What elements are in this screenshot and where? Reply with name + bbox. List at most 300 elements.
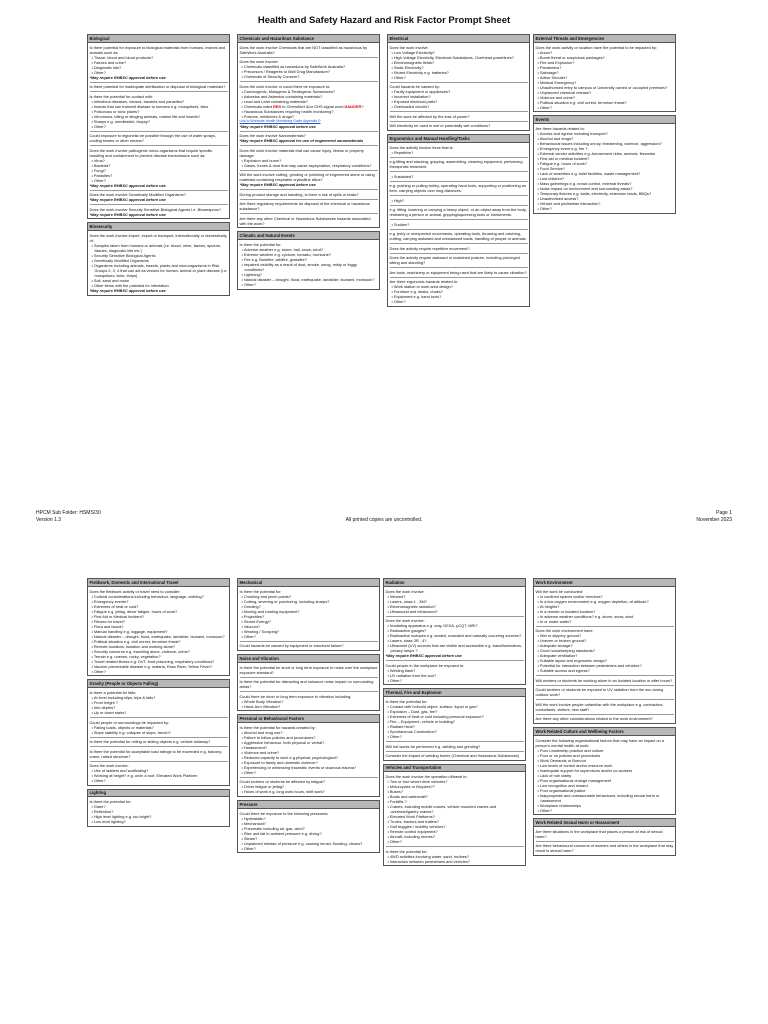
list-item: • Incorrect installation? bbox=[390, 94, 528, 99]
list-item: • Hours of work e.g. long work hours, shift work? bbox=[240, 789, 378, 794]
prompt-block bbox=[390, 145, 528, 155]
section-header: Fieldwork, Domestic and International Travel bbox=[88, 579, 229, 587]
section-ergonomics-and-manual-handling-tasks bbox=[387, 134, 530, 307]
list-item: • Venomous, biting or stinging animals, marine life and insects? bbox=[90, 114, 228, 119]
list-item: • Falling loads, objects or materials? bbox=[90, 725, 228, 730]
list-item: • Other? bbox=[390, 299, 528, 304]
list-item: • Temporary fixtures e.g. stalls, electricity, extension leads, BBQs? bbox=[536, 191, 674, 196]
list-item: • Ultrasound and infrasound? bbox=[386, 609, 524, 614]
prompt-block bbox=[386, 589, 524, 614]
list-item: • Travel related illness e.g. DVT, food poisoning, respiratory conditions? bbox=[90, 659, 228, 664]
column-2 bbox=[237, 34, 380, 293]
list-item: • Reduced capacity to work e.g.physical, psychological? bbox=[240, 755, 378, 760]
prompt-question: Does the work involve: bbox=[385, 588, 425, 594]
prompt-question: During product storage and handling, is there a risk of spills or leaks? bbox=[239, 191, 359, 197]
prompt-block bbox=[90, 190, 228, 203]
list-item: • Inappropriate and unreasonable behaviours, including sexual harm or harassment bbox=[536, 793, 674, 803]
list-item: • Stored Energy? bbox=[240, 619, 378, 624]
section-electrical bbox=[387, 34, 530, 131]
prompt-question: Is there the potential for: bbox=[385, 699, 428, 705]
danger-highlight: DANGER bbox=[344, 103, 362, 109]
section-vehicles-and-transportation bbox=[383, 764, 526, 867]
list-item: • Stored Electricity e.g. batteries? bbox=[390, 70, 528, 75]
prompt-question: Does the work involve materials that can cause injury, illness or property damage: bbox=[239, 147, 364, 158]
list-item: • Sustained? bbox=[390, 174, 528, 179]
prompt-block bbox=[240, 242, 378, 287]
list-item: • In a remote or isolated location? bbox=[536, 609, 674, 614]
prompt-block bbox=[240, 691, 378, 709]
prompt-question: e.g. lifting, lowering or carrying a heavy object, or an object away from the body, restraining a person or animal, gripping/squeezing tools or instruments. bbox=[389, 207, 527, 218]
list-item: • Pandemics? bbox=[536, 65, 674, 70]
footer-page-date bbox=[696, 510, 732, 523]
prompt-question: Could people in the workplace be exposed to: bbox=[385, 662, 465, 668]
section-biological bbox=[87, 34, 230, 219]
list-item: • Explosion – Dust, gas, fire? bbox=[386, 709, 524, 714]
prompt-block bbox=[90, 82, 228, 90]
prompt-question: Does the work involve: bbox=[389, 44, 429, 50]
footer-date: November 2023 bbox=[696, 516, 732, 523]
list-item: • Motorcycles or Bicycles?? bbox=[386, 784, 524, 789]
list-item: • Access and egress including transport? bbox=[536, 131, 674, 136]
prompt-block bbox=[390, 171, 528, 179]
section-work-environment bbox=[533, 578, 676, 724]
prompt-block bbox=[536, 699, 674, 712]
list-item: • Political situation e.g. civil unrest, terrorism threat? bbox=[536, 100, 674, 105]
approval-note: *May require RHBSC approval before use bbox=[89, 182, 166, 188]
prompt-question: Will the work involve cutting, grinding or polishing of engineered stone or using materials containing respirable crystalline silica? bbox=[239, 172, 375, 183]
list-item: • 4WD activities involving water, sand, inclines? bbox=[386, 854, 524, 859]
list-item: • Chemicals of Security Concern? bbox=[240, 74, 378, 79]
list-item: • Diagnostic kits? bbox=[90, 65, 228, 70]
list-item: • Remote control equipment? bbox=[386, 829, 524, 834]
prompt-block bbox=[536, 126, 674, 211]
approval-note: *May require RHBSC approval before use bbox=[89, 74, 166, 80]
prompt-block bbox=[390, 205, 528, 218]
prompt-block bbox=[90, 746, 228, 759]
list-item: • Experiencing or witnessing traumatic events or vicarious trauma? bbox=[240, 765, 378, 770]
column-4 bbox=[533, 578, 676, 859]
section-lighting bbox=[87, 789, 230, 827]
section-thermal-fire-and-explosion bbox=[383, 688, 526, 760]
list-item: • Lasers, class 3R - 4? bbox=[386, 638, 524, 643]
prompt-question: Will the work be conducted: bbox=[535, 588, 584, 594]
list-item: • Gases, fumes & dust that may cause asphyxiation, respiratory conditions? bbox=[240, 163, 378, 168]
prompt-question: Does the work involve: bbox=[239, 59, 279, 65]
list-item: • Security concerns e.g. travelling alone, violence, crime? bbox=[90, 649, 228, 654]
prompt-block bbox=[90, 204, 228, 217]
section-mechanical bbox=[237, 578, 380, 651]
list-item: • Lasers, class 1 - 3M? bbox=[386, 599, 524, 604]
column-1 bbox=[87, 34, 230, 299]
list-item: • Extreme weather e.g. cyclone, tornado, hurricane? bbox=[240, 252, 378, 257]
prompt-question: Is there the potential for: bbox=[239, 242, 282, 248]
list-item: • Forklifts ? bbox=[386, 799, 524, 804]
prompt-block bbox=[390, 82, 528, 110]
prompt-question: Does the work involve pathogenic micro-organisms that require specific handling and containment to prevent disease transmission such as: bbox=[89, 147, 213, 158]
list-item: • Repetitive? bbox=[390, 150, 528, 155]
list-item: • Aggressive behaviour, both physical or verbal? bbox=[240, 740, 378, 745]
list-item: • Other? bbox=[240, 634, 378, 639]
list-item: • Other? bbox=[90, 124, 228, 129]
prompt-question: Is there the potential for distracting and nuisance noise impact on surrounding areas? bbox=[239, 679, 374, 690]
list-item: • Organisms including animals, insects, plants and microorganisms in Risk Groups 2, 3, 4 that can act as vectors for human, animal or plant disease (i.e. mosquitoes, ticks, thrips) bbox=[90, 263, 228, 278]
list-item: • Hand-Arm Vibration? bbox=[240, 704, 378, 709]
section-pressure bbox=[237, 800, 380, 853]
prompt-block bbox=[240, 189, 378, 197]
list-item: • Sabotage? bbox=[536, 70, 674, 75]
prompt-question: e.g. pushing or pulling trolley, operating hand tools, supporting or positioning an item, carrying objects over long distances. bbox=[389, 183, 527, 194]
section-body bbox=[88, 43, 229, 218]
section-body bbox=[88, 797, 229, 825]
section-radiation bbox=[383, 578, 526, 685]
list-item: • Two or four wheel drive vehicles? bbox=[386, 779, 524, 784]
list-item: • Behavioural issues including unruly, threatening, violence, aggression? bbox=[536, 141, 674, 146]
list-item: • Contact with hot/cold object, surface, liquid or gas? bbox=[386, 704, 524, 709]
list-item: • Terrain e.g. uneven, rocky, vegetation? bbox=[90, 654, 228, 659]
list-item: • Other? bbox=[386, 839, 524, 844]
section-header: Radiation bbox=[384, 579, 525, 587]
prompt-block bbox=[240, 199, 378, 212]
list-item: • In or under water? bbox=[536, 619, 674, 624]
prompt-block bbox=[390, 111, 528, 119]
prompt-question: Is there potential for inadequate sterilisation or disposal of biological materials? bbox=[89, 84, 226, 90]
list-item: • Emergency event e.g. fire ? bbox=[536, 146, 674, 151]
prompt-block bbox=[240, 45, 378, 55]
list-item: • Good housekeeping standards? bbox=[536, 648, 674, 653]
list-item: • Fitness for travel? bbox=[90, 619, 228, 624]
prompt-question: Could there be exposure to the following pressures: bbox=[239, 810, 329, 816]
prompt-question: Could workers or students be exposed to UV radiation from the sun during outdoor work? bbox=[535, 687, 664, 698]
list-item: • Workplace relationships bbox=[536, 803, 674, 808]
prompt-question: Are there behavioural concerns of workers and others in the workplace that may result in sexual harm? bbox=[535, 843, 674, 854]
list-item: • Mass gatherings e.g. crowd control, external threats? bbox=[536, 181, 674, 186]
list-item: • Other? bbox=[536, 105, 674, 110]
list-item: • Poisons, medicines & drugs? bbox=[240, 114, 378, 119]
section-header: Biological bbox=[88, 35, 229, 43]
list-item: • Other? bbox=[240, 846, 378, 851]
list-item: • Cutting, severing or puncturing, including sharps? bbox=[240, 599, 378, 604]
approval-note: *May require RHBSC approval before use bbox=[89, 211, 166, 217]
section-noise-and-vibration bbox=[237, 654, 380, 711]
list-item: • Glare? bbox=[90, 804, 228, 809]
list-item: • Elevated Work Platforms? bbox=[386, 814, 524, 819]
approval-note: *May require RHBSC approval before use bbox=[385, 653, 462, 659]
list-item: • Vaccine preventable disease e.g. malaria, Ross River, Yellow Fever? bbox=[90, 664, 228, 669]
prompt-question: Does the activity involve force that is: bbox=[389, 144, 454, 150]
list-item: • Overloaded circuits? bbox=[390, 104, 528, 109]
list-item: • Low levels of control and/or insecure work bbox=[536, 763, 674, 768]
section-body bbox=[534, 43, 675, 111]
prompt-question: Will the work involve people unfamiliar with the workplace e.g. contractors, consultants, visitors, new staff? bbox=[535, 701, 664, 712]
list-item: • Chemicals rated RED in ChemAlert &/or GHS signal word DANGER? bbox=[240, 104, 378, 109]
prompt-block bbox=[90, 799, 228, 824]
prompt-block bbox=[90, 145, 228, 188]
section-header: Chemicals and Hazardous Substance bbox=[238, 35, 379, 43]
section-header: Mechanical bbox=[238, 579, 379, 587]
section-body bbox=[384, 697, 525, 759]
list-item: • Driver fatigue or jetlag? bbox=[240, 784, 378, 789]
list-item: • Spontaneous Combustion? bbox=[386, 729, 524, 734]
list-item: • Mechanical? bbox=[240, 821, 378, 826]
list-item: • Other? bbox=[240, 282, 378, 287]
section-header: Climatic and Natural Events bbox=[238, 232, 379, 240]
prompt-question: Will the work be affected by the loss of power? bbox=[389, 113, 470, 119]
prompt-block bbox=[390, 277, 528, 305]
list-item: • Soil, sand and moke bbox=[90, 278, 228, 283]
list-item: • Chemicals classified as hazardous by SafeWork Australia? bbox=[240, 64, 378, 69]
section-events bbox=[533, 115, 676, 213]
list-item: • Unplanned release of pressure e.g. causing inrush, flooding, cleans? bbox=[240, 841, 378, 846]
page-title: Health and Safety Hazard and Risk Factor Prompt Sheet bbox=[257, 15, 511, 26]
list-item: • Ultraviolet (UV) sources that are visible and accessible e.g. transilluminators, privacy lamps ? bbox=[386, 643, 524, 653]
prompt-question: Is there a potential for falls: bbox=[89, 690, 137, 696]
prompt-question: Is there the potential for rolling or sliding objects e.g. vehicle rollaway? bbox=[89, 739, 211, 745]
list-item: • Poor Leadership practice and culture bbox=[536, 748, 674, 753]
prompt-question: Does the work involve Chemicals that are NOT classified as hazardous by SafeWork Australia? bbox=[239, 44, 368, 55]
prompt-question: Are there hazards related to: bbox=[535, 126, 585, 132]
prompt-block bbox=[90, 233, 228, 293]
list-item: • At heights? bbox=[536, 604, 674, 609]
list-item: • Lost children? bbox=[536, 176, 674, 181]
prompt-question: Are there situations in the workplace that places a person at risk of sexual harm? bbox=[535, 828, 663, 839]
list-item: • Other? bbox=[386, 678, 524, 683]
list-item: • Failure to follow policies and procedures? bbox=[240, 735, 378, 740]
approval-note: *May require RHBSC approval before use bbox=[89, 288, 166, 294]
prompt-question: Does the work involve: bbox=[385, 618, 425, 624]
list-item: • Violence and crime? bbox=[240, 750, 378, 755]
list-item: • Electromagnetic radiation? bbox=[386, 604, 524, 609]
column-1 bbox=[87, 578, 230, 830]
approval-note: *May require RHBSC approval for use of engineered nanomaterials bbox=[239, 138, 364, 144]
list-item: • Projectiles? bbox=[240, 614, 378, 619]
list-item: • Fire and Explosion? bbox=[536, 60, 674, 65]
prompt-question: Is there the potential for contact with: bbox=[89, 93, 154, 99]
section-body bbox=[388, 43, 529, 130]
section-header: Lighting bbox=[88, 790, 229, 798]
list-item: • Suitable layout and ergonomic design? bbox=[536, 658, 674, 663]
list-item: • Other? bbox=[90, 778, 228, 783]
list-item: • Low level lighting? bbox=[90, 819, 228, 824]
section-header: Noise and Vibration bbox=[238, 655, 379, 663]
section-header: Pressure bbox=[238, 801, 379, 809]
list-item: • Tissue, blood and blood products? bbox=[90, 55, 228, 60]
list-item: • Asbestos and Asbestos containing materials? bbox=[240, 94, 378, 99]
prompt-block bbox=[240, 725, 378, 775]
prompt-block bbox=[240, 777, 378, 795]
list-item: • Boats and watercraft? bbox=[386, 794, 524, 799]
section-header: Personal or Behavioural Factors bbox=[238, 715, 379, 723]
section-header: Ergonomics and Manual Handling/Tasks bbox=[388, 135, 529, 143]
prompt-block bbox=[386, 846, 524, 864]
prompt-question: Is there the potential for: bbox=[385, 848, 428, 854]
list-item: • Wearing / Scraping? bbox=[240, 629, 378, 634]
section-work-related-sexual-harm-or-harassment bbox=[533, 818, 676, 856]
section-header: External Threats and Emergencies bbox=[534, 35, 675, 43]
column-2 bbox=[237, 578, 380, 856]
column-3 bbox=[383, 578, 526, 869]
prompt-block bbox=[386, 751, 524, 759]
list-item: • Alcohol and drug use? bbox=[240, 730, 378, 735]
list-item: • Adverse weather e.g. storm, hail, snow, wind? bbox=[240, 247, 378, 252]
section-gravity-people-or-objects-falling bbox=[87, 679, 230, 785]
list-item: • Lead and Lead containing materials? bbox=[240, 99, 378, 104]
prompt-question: Does the work environment have: bbox=[535, 628, 594, 634]
list-item: • Vehicle and pedestrian interaction? bbox=[536, 201, 674, 206]
prompt-question: Does the work involve: bbox=[89, 763, 129, 769]
list-item: • Bomb threat or suspicious packages? bbox=[536, 55, 674, 60]
list-item: • Emergency events? bbox=[90, 599, 228, 604]
list-item: • Exposed electrical parts? bbox=[390, 99, 528, 104]
prompt-block bbox=[386, 616, 524, 659]
prompt-block bbox=[536, 45, 674, 110]
list-item: • Poor organisational justice bbox=[536, 788, 674, 793]
list-item: • First Aid or Medical Incident? bbox=[90, 614, 228, 619]
section-body bbox=[88, 231, 229, 294]
list-item: • Other? bbox=[386, 734, 524, 739]
prompt-question: Does the activity require awkward or sustained posture, including prolonged sitting and standing? bbox=[389, 255, 520, 266]
prompt-block bbox=[90, 690, 228, 715]
prompt-block bbox=[386, 699, 524, 739]
section-header: Gravity (People or Objects Falling) bbox=[88, 680, 229, 688]
prompt-question: Is there the potential for short or long term exposure to noise over the workplace exposure standard? bbox=[239, 664, 378, 675]
list-item: • Poor or no policies and procedures bbox=[536, 753, 674, 758]
list-item: • Exposure to family and domestic violence? bbox=[240, 760, 378, 765]
prompt-block bbox=[240, 677, 378, 690]
list-item: • Infectious diseases, viruses, bacteria and parasites? bbox=[90, 99, 228, 104]
prompt-question: Does the work involve Nanomaterials? bbox=[239, 133, 306, 139]
prompt-block bbox=[90, 131, 228, 144]
section-body bbox=[238, 723, 379, 796]
list-item: • Low Voltage Electricity? bbox=[390, 50, 528, 55]
prompt-block bbox=[536, 829, 674, 839]
list-item: • Adequate storage? bbox=[536, 643, 674, 648]
prompt-question: Are there any other considerations related to the work environment? bbox=[535, 716, 653, 722]
list-item: • Unauthorised access? bbox=[536, 196, 674, 201]
prompt-block bbox=[390, 243, 528, 251]
list-item: • Natural disaster – drought, flood, earthquake, landslide, tsunami, monsoon? bbox=[90, 634, 228, 639]
list-item: • Pneumatic including air, gas, wind? bbox=[240, 826, 378, 831]
section-header: Events bbox=[534, 116, 675, 124]
prompt-question: Could hazards be caused by: bbox=[389, 84, 440, 90]
list-item: • Sharps e.g. needlestick, biopsy? bbox=[90, 119, 228, 124]
list-item: • Interaction between pedestrians and vehicles? bbox=[386, 859, 524, 864]
list-item: • Golf buggies / mobility vehicles? bbox=[386, 824, 524, 829]
list-item: • Hazardous Substances requiring health monitoring? bbox=[240, 109, 378, 114]
section-body bbox=[534, 736, 675, 814]
section-header: Vehicles and Transportation bbox=[384, 765, 525, 773]
list-item: • Violence and crime? bbox=[536, 95, 674, 100]
section-header: Electrical bbox=[388, 35, 529, 43]
footer-page: Page 1 bbox=[716, 510, 732, 516]
prompt-block bbox=[390, 157, 528, 170]
prompt-question: Could exposure to legionella be possible through the use of water sprays, cooling towers or other means? bbox=[89, 133, 217, 144]
list-item: • Cranes, including mobile cranes, vehicle mounted cranes and overhead/gantry cranes? bbox=[386, 804, 524, 814]
section-climatic-and-natural-events bbox=[237, 231, 380, 289]
prompt-block bbox=[536, 714, 674, 722]
list-item: • Potential for interaction between pedestrians and vehicles? bbox=[536, 663, 674, 668]
list-item: • Natural disaster – drought, flood, earthquake, landslide, tsunami, monsoon? bbox=[240, 277, 378, 282]
prompt-question: Does the work involve Genetically Modified Organisms? bbox=[89, 192, 186, 198]
list-item: • Radioactive isotopes e.g. sealed, unsealed and naturally occurring sources? bbox=[386, 633, 524, 638]
list-item: • Other? bbox=[90, 178, 228, 183]
column-4 bbox=[533, 34, 676, 217]
list-item: • Active Shooter? bbox=[536, 75, 674, 80]
list-item: • Virus? bbox=[90, 158, 228, 163]
list-item: • Medical Emergency? bbox=[536, 80, 674, 85]
list-item: • Sudden? bbox=[390, 222, 528, 227]
prompt-block bbox=[240, 170, 378, 188]
prompt-block bbox=[390, 267, 528, 275]
approval-note: *May require RHBSC approval before use bbox=[239, 123, 316, 129]
list-item: • Fire e.g. Bushfire, wildfire, grassfire? bbox=[240, 257, 378, 262]
list-item: • Other? bbox=[240, 770, 378, 775]
section-personal-or-behavioural-factors bbox=[237, 714, 380, 797]
list-item: • Welding flash? bbox=[386, 668, 524, 673]
section-header: Biosecurity bbox=[88, 223, 229, 231]
list-item: • Moving and rotating equipment? bbox=[240, 609, 378, 614]
list-item: • Samples taken from humans or animals (i.e. blood, urine, faeces, sputum, tissues, diagnostic kits etc.) bbox=[90, 243, 228, 253]
section-body bbox=[534, 827, 675, 855]
section-body bbox=[238, 240, 379, 288]
list-item: • Reflection? bbox=[90, 809, 228, 814]
list-item: • Other? bbox=[536, 206, 674, 211]
section-body bbox=[238, 809, 379, 852]
section-body bbox=[384, 587, 525, 684]
list-item: • Cultural considerations including behaviour, language, clothing? bbox=[90, 594, 228, 599]
list-item: • At level including slips, trips & falls? bbox=[90, 695, 228, 700]
section-chemicals-and-hazardous-substance bbox=[237, 34, 380, 228]
column-3 bbox=[387, 34, 530, 310]
section-body bbox=[238, 663, 379, 710]
section-header: Work Related Culture and Wellbeing Factors bbox=[534, 728, 675, 736]
section-body bbox=[88, 587, 229, 675]
list-item: • Infrared? bbox=[386, 594, 524, 599]
prompt-block bbox=[390, 219, 528, 227]
prompt-question: Could workers or students be affected by fatigue? bbox=[239, 779, 326, 785]
list-item: • Arson? bbox=[536, 50, 674, 55]
prompt-block bbox=[240, 641, 378, 649]
list-item: • First aid or medical incident? bbox=[536, 156, 674, 161]
list-item: • Use of ladders and scaffolding? bbox=[90, 768, 228, 773]
list-item: • Slope stability e.g. collapse of slope, trench? bbox=[90, 730, 228, 735]
list-item: • Into depths? bbox=[90, 705, 228, 710]
list-item: • Irradiating apparatus e.g. xray, DEXA, pCQT, MRI? bbox=[386, 623, 524, 628]
prompt-block bbox=[536, 675, 674, 683]
list-item: • Explosion and burns? bbox=[240, 158, 378, 163]
list-item: • Low recognition and reward bbox=[536, 783, 674, 788]
list-item: • Extremes of heat or cold? bbox=[90, 604, 228, 609]
section-external-threats-and-emergencies bbox=[533, 34, 676, 112]
prompt-question: Is there the potential for acceptable load ratings to be exceeded e.g. balcony, crane, raised structure? bbox=[89, 748, 223, 759]
prompt-question: Are tools, machinery or equipment being used that are likely to cause vibration? bbox=[389, 269, 527, 275]
list-item: • Extremes of heat or cold including personal exposure? bbox=[386, 714, 524, 719]
list-item: • Suitable access and egress? bbox=[536, 668, 674, 673]
prompt-question: Consider the following organisational factors that may have an impact on a person's mental health at work: bbox=[535, 737, 664, 748]
prompt-block bbox=[386, 660, 524, 683]
list-item: • Faeces and urine? bbox=[90, 60, 228, 65]
list-item: • Security Sensitive Biological Agents bbox=[90, 253, 228, 258]
prompt-question: Is there the potential for hazards created by: bbox=[239, 724, 316, 730]
prompt-block bbox=[90, 761, 228, 784]
list-item: • Poor organisational change management bbox=[536, 778, 674, 783]
list-item: • Harassment? bbox=[240, 745, 378, 750]
prompt-question: Are there any other Chemical or Hazardous Substances hazards associated with the work? bbox=[239, 215, 371, 226]
list-item: • Poisonous or toxic plants? bbox=[90, 109, 228, 114]
prompt-block bbox=[240, 811, 378, 851]
list-item: • Grinding? bbox=[240, 604, 378, 609]
list-item: • Electromagnetic fields? bbox=[390, 60, 528, 65]
list-item: • External vendor activities e.g. Amusement rides, animals, fireworks bbox=[536, 151, 674, 156]
